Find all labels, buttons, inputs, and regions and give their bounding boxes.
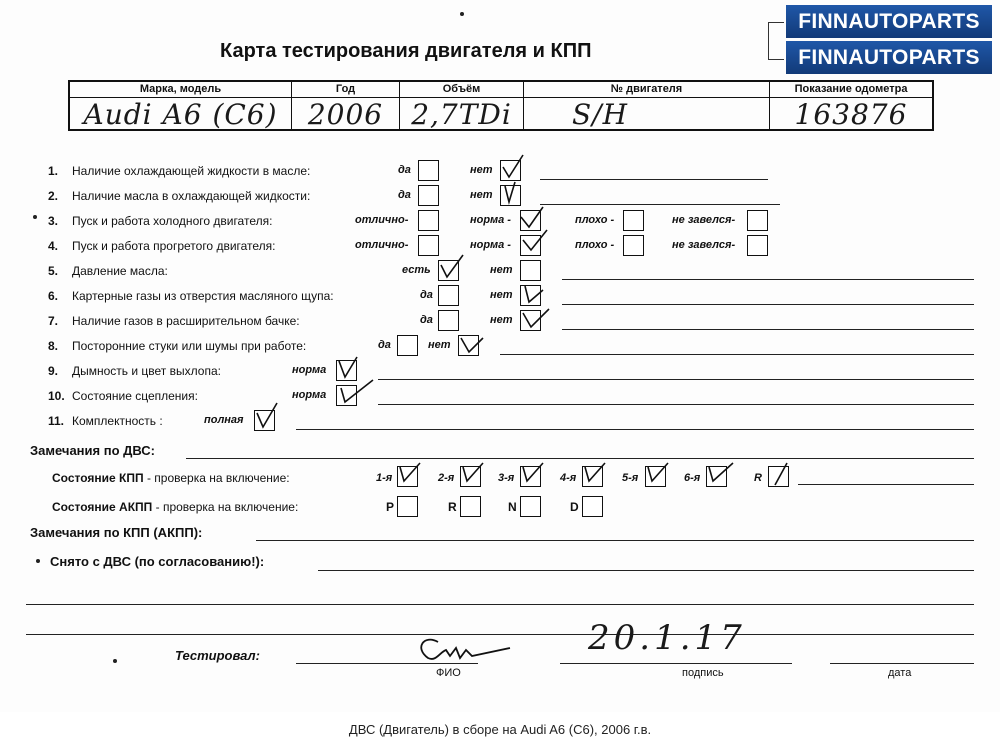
handwritten-year: 2006 xyxy=(307,98,384,131)
auto-gearbox-label xyxy=(52,500,298,514)
row-number: 7. xyxy=(48,314,59,328)
gear-label: 2-я xyxy=(438,472,455,484)
option-label: норма - xyxy=(470,239,511,251)
column-label: Год xyxy=(292,82,399,98)
cell-year xyxy=(292,82,400,129)
answer-line xyxy=(562,279,974,280)
brand-logo xyxy=(786,5,992,75)
scan-speck xyxy=(460,12,464,16)
row-label: Картерные газы из отверстия масляного щупа: xyxy=(72,289,334,303)
engine-remarks-label: Замечания по ДВС: xyxy=(30,443,155,458)
option-label: нет xyxy=(490,264,513,276)
checkbox[interactable] xyxy=(747,210,768,231)
checkbox[interactable] xyxy=(418,160,439,181)
answer-line xyxy=(562,304,974,305)
answer-line xyxy=(500,354,974,355)
handwritten-signature xyxy=(410,628,520,668)
answer-line xyxy=(562,329,974,330)
option-label: да xyxy=(378,339,391,351)
option-label: нет xyxy=(490,289,513,301)
row-label: Пуск и работа прогретого двигателя: xyxy=(72,239,276,253)
checkbox[interactable] xyxy=(397,335,418,356)
checkbox-checked[interactable] xyxy=(458,335,479,356)
row-number: 3. xyxy=(48,214,59,228)
gear-label: 1-я xyxy=(376,472,393,484)
row-number: 11. xyxy=(48,414,65,428)
gearbox-label-rest: - проверка на включение: xyxy=(143,471,290,485)
option-label: да xyxy=(398,189,411,201)
column-label: № двигателя xyxy=(524,82,769,98)
check-row-11 xyxy=(0,410,1000,434)
gear-checkbox-checked[interactable] xyxy=(460,466,481,487)
gear-label: 6-я xyxy=(684,472,701,484)
option-label: отлично- xyxy=(355,239,409,251)
tested-by-label: Тестировал: xyxy=(175,648,260,663)
row-number: 9. xyxy=(48,364,59,378)
checkbox-checked[interactable] xyxy=(438,260,459,281)
remarks-line xyxy=(318,570,974,571)
option-label: плохо - xyxy=(575,214,615,226)
row-label: Наличие масла в охлаждающей жидкости: xyxy=(72,189,311,203)
checkbox-checked[interactable] xyxy=(520,310,541,331)
check-row-7 xyxy=(0,310,1000,334)
gear-checkbox[interactable] xyxy=(582,496,603,517)
row-label: Наличие газов в расширительном бачке: xyxy=(72,314,300,328)
handwritten-make-model: Audi A6 (C6) xyxy=(83,98,278,131)
checkbox-checked[interactable] xyxy=(254,410,275,431)
row-label: Давление масла: xyxy=(72,264,168,278)
row-number: 4. xyxy=(48,239,59,253)
gear-label: R xyxy=(754,472,762,484)
date-caption: дата xyxy=(888,667,912,679)
gear-label: R xyxy=(448,500,457,514)
option-label: не завелся- xyxy=(672,239,736,251)
gear-checkbox[interactable] xyxy=(460,496,481,517)
gear-label: 3-я xyxy=(498,472,515,484)
row-label: Наличие охлаждающей жидкости в масле: xyxy=(72,164,311,178)
scan-speck xyxy=(36,559,40,563)
option-label: норма xyxy=(292,389,327,401)
row-label: Комплектность : xyxy=(72,414,163,428)
answer-line xyxy=(378,404,974,405)
gear-checkbox-checked[interactable] xyxy=(768,466,789,487)
handwritten-volume: 2,7TDi xyxy=(411,98,512,131)
option-label: есть xyxy=(402,264,431,276)
option-label: нет xyxy=(470,164,493,176)
answer-line xyxy=(540,179,768,180)
answer-line xyxy=(296,429,974,430)
vehicle-info-table xyxy=(68,80,934,131)
option-label: плохо - xyxy=(575,239,615,251)
cell-engine-number xyxy=(524,82,770,129)
photo-caption: ДВС (Двигатель) в сборе на Audi A6 (C6), 2006 г.в. xyxy=(348,722,652,737)
option-label: норма - xyxy=(470,214,511,226)
check-row-8 xyxy=(0,335,1000,359)
row-label: Посторонние стуки или шумы при работе: xyxy=(72,339,307,353)
checkbox[interactable] xyxy=(747,235,768,256)
fio-caption: ФИО xyxy=(436,667,461,679)
gearbox-remarks-label: Замечания по КПП (АКПП): xyxy=(30,525,203,540)
handwritten-engine-number: S/H xyxy=(572,98,629,131)
option-label: полная xyxy=(204,414,244,426)
date-line xyxy=(830,663,974,664)
row-number: 6. xyxy=(48,289,59,303)
checkbox[interactable] xyxy=(623,210,644,231)
logo-text: FINNAUTOPARTS xyxy=(786,41,992,74)
gear-label: 5-я xyxy=(622,472,639,484)
check-row-3 xyxy=(0,210,1000,234)
option-label: да xyxy=(420,314,433,326)
check-row-5 xyxy=(0,260,1000,284)
check-row-4 xyxy=(0,235,1000,259)
checkbox-checked[interactable] xyxy=(336,385,357,406)
row-number: 5. xyxy=(48,264,59,278)
option-label: да xyxy=(398,164,411,176)
check-row-9 xyxy=(0,360,1000,384)
remarks-line xyxy=(26,604,974,605)
logo-text: FINNAUTOPARTS xyxy=(786,5,992,38)
scan-speck xyxy=(33,215,37,219)
checkbox[interactable] xyxy=(438,285,459,306)
gear-label: N xyxy=(508,500,517,514)
cell-odometer xyxy=(770,82,932,129)
row-number: 1. xyxy=(48,164,59,178)
answer-line xyxy=(378,379,974,380)
check-row-2 xyxy=(0,185,1000,209)
gear-label: P xyxy=(386,500,395,514)
gear-checkbox-checked[interactable] xyxy=(397,466,418,487)
checkbox[interactable] xyxy=(418,210,439,231)
answer-line xyxy=(540,204,780,205)
signature-line xyxy=(560,663,792,664)
row-number: 2. xyxy=(48,189,59,203)
option-label: не завелся- xyxy=(672,214,736,226)
gear-checkbox-checked[interactable] xyxy=(582,466,603,487)
signature-caption: подпись xyxy=(682,667,724,679)
gearbox-line xyxy=(798,484,974,485)
row-number: 10. xyxy=(48,389,65,403)
row-label: Пуск и работа холодного двигателя: xyxy=(72,214,273,228)
option-label: норма xyxy=(292,364,327,376)
option-label: отлично- xyxy=(355,214,409,226)
column-label: Объём xyxy=(400,82,523,98)
checkbox[interactable] xyxy=(623,235,644,256)
gear-checkbox[interactable] xyxy=(520,496,541,517)
manual-gearbox-label xyxy=(52,471,290,485)
document-title: Карта тестирования двигателя и КПП xyxy=(220,40,592,62)
gear-label: 4-я xyxy=(560,472,577,484)
option-label: нет xyxy=(490,314,513,326)
scan-speck xyxy=(113,659,117,663)
handwritten-odometer: 163876 xyxy=(794,98,908,131)
gearbox-label-bold: Состояние АКПП xyxy=(52,500,153,514)
gear-checkbox-checked[interactable] xyxy=(706,466,727,487)
option-label: нет xyxy=(428,339,451,351)
option-label: нет xyxy=(470,189,493,201)
option-label: да xyxy=(420,289,433,301)
gearbox-label-rest: - проверка на включение: xyxy=(152,500,299,514)
column-label: Показание одометра xyxy=(770,82,932,98)
row-number: 8. xyxy=(48,339,59,353)
row-label: Дымность и цвет выхлопа: xyxy=(72,364,221,378)
remarks-line xyxy=(256,540,974,541)
cell-make-model xyxy=(70,82,292,129)
gear-label: D xyxy=(570,500,579,514)
gear-checkbox-checked[interactable] xyxy=(645,466,666,487)
gear-checkbox[interactable] xyxy=(397,496,418,517)
column-label: Марка, модель xyxy=(70,82,291,98)
removed-parts-label: Снято с ДВС (по согласованию!): xyxy=(50,554,265,569)
cell-volume xyxy=(400,82,524,129)
handwritten-date: 20.1.17 xyxy=(588,618,746,658)
gearbox-label-bold: Состояние КПП xyxy=(52,471,144,485)
checkbox-checked[interactable] xyxy=(520,235,541,256)
fio-line xyxy=(296,663,478,664)
gear-checkbox-checked[interactable] xyxy=(520,466,541,487)
row-label: Состояние сцепления: xyxy=(72,389,198,403)
logo-bracket xyxy=(768,22,784,60)
check-row-6 xyxy=(0,285,1000,309)
checkbox[interactable] xyxy=(418,185,439,206)
check-row-10 xyxy=(0,385,1000,409)
